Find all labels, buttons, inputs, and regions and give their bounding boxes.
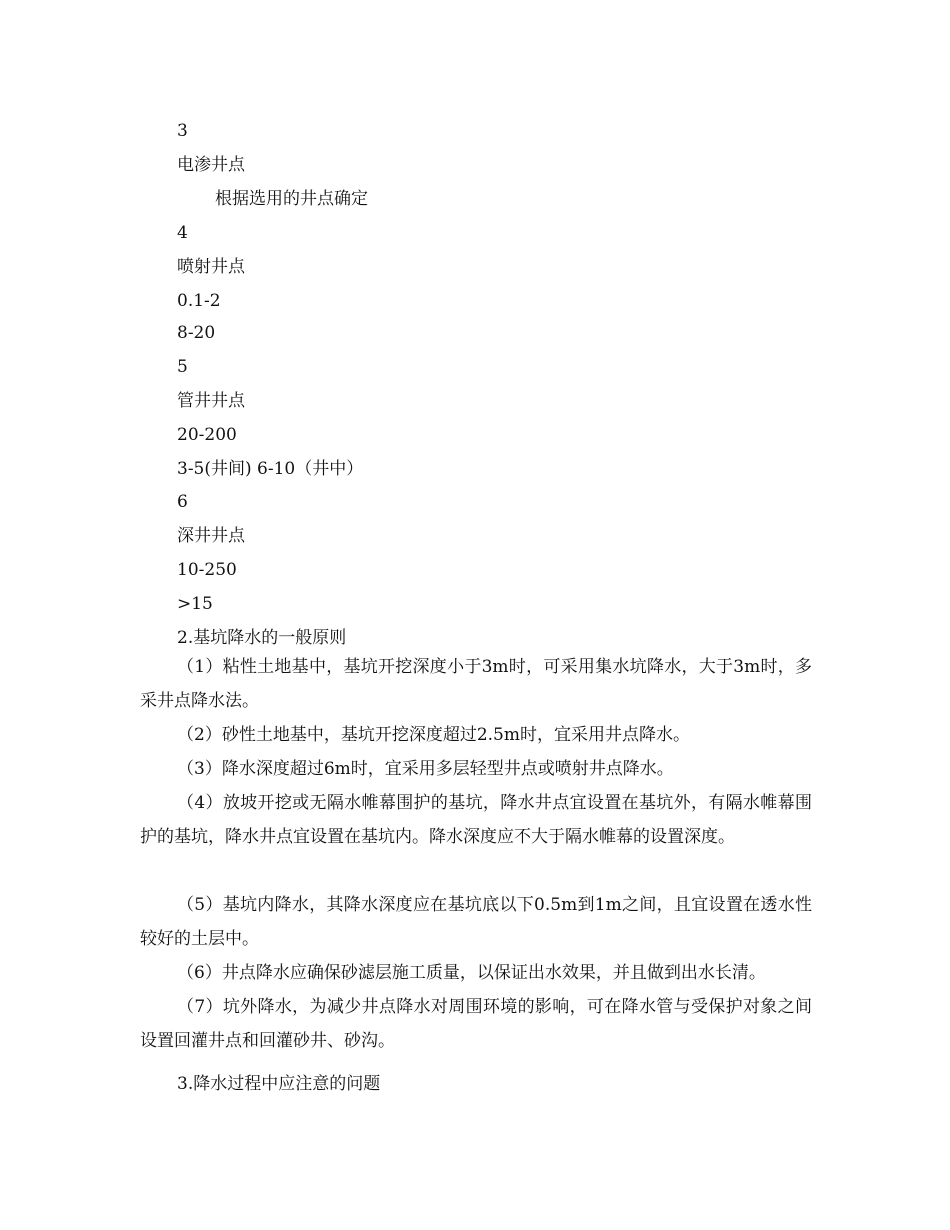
paragraph: （1）粘性土地基中，基坑开挖深度小于3m时，可采用集水坑降水，大于3m时，多采井点降水法。 (140, 657, 812, 711)
table-cell-note: 根据选用的井点确定 (215, 189, 368, 209)
table-cell-index: 4 (177, 223, 188, 243)
table-cell-index: 6 (177, 492, 188, 512)
table-cell-depth: >15 (177, 594, 213, 614)
table-cell-index: 5 (177, 357, 188, 377)
paragraph: （7）坑外降水，为减少井点降水对周围环境的影响，可在降水管与受保护对象之间设置回灌井点和回灌砂井、砂沟。 (140, 997, 812, 1051)
paragraph: （2）砂性土地基中，基坑开挖深度超过2.5m时，宜采用井点降水。 (177, 725, 690, 745)
paragraph: （4）放坡开挖或无隔水帷幕围护的基坑，降水井点宜设置在基坑外，有隔水帷幕围护的基坑，降水井点宜设置在基坑内。降水深度应不大于隔水帷幕的设置深度。 (140, 793, 812, 847)
table-cell-method: 管井井点 (177, 391, 245, 411)
table-cell-method: 深井井点 (177, 526, 245, 546)
table-cell-index: 3 (177, 121, 188, 141)
table-cell-depth: 3-5(井间) 6-10（井中） (177, 459, 364, 479)
table-cell-permeability: 20-200 (177, 425, 237, 445)
table-cell-method: 喷射井点 (177, 257, 245, 277)
paragraph: （3）降水深度超过6m时，宜采用多层轻型井点或喷射井点降水。 (177, 759, 674, 779)
table-cell-permeability: 10-250 (177, 560, 237, 580)
paragraph: （6）井点降水应确保砂滤层施工质量，以保证出水效果，并且做到出水长清。 (177, 963, 766, 983)
table-cell-depth: 8-20 (177, 323, 216, 343)
paragraph: （5）基坑内降水，其降水深度应在基坑底以下0.5m到1m之间，且宜设置在透水性较好的土层中。 (140, 895, 812, 949)
table-cell-permeability: 0.1-2 (177, 291, 221, 311)
table-cell-method: 电渗井点 (177, 155, 245, 175)
section-heading: 2.基坑降水的一般原则 (177, 628, 347, 648)
section-heading: 3.降水过程中应注意的问题 (177, 1074, 381, 1094)
